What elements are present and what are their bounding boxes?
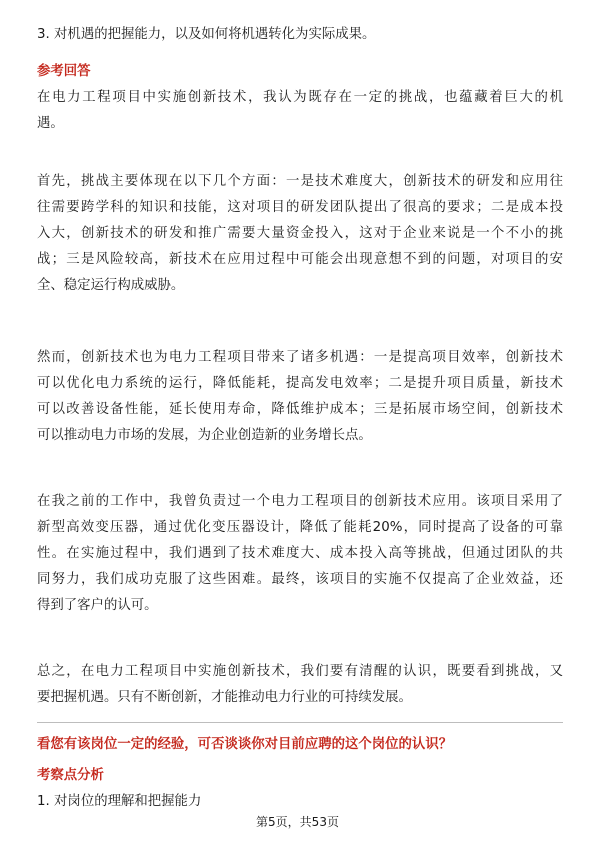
paragraph-line: 然而，创新技术也为电力工程项目带来了诸多机遇：一是提高项目效率，创新技术 <box>37 350 563 365</box>
paragraph-line: 可以推动电力市场的发展，为企业创造新的业务增长点。 <box>37 428 372 443</box>
paragraph-line: 入大，创新技术的研发和推广需要大量资金投入，这对于企业来说是一个不小的挑 <box>37 226 563 241</box>
answer-paragraph-5 <box>37 659 563 711</box>
paragraph-line: 战；三是风险较高，新技术在应用过程中可能会出现意想不到的问题，对项目的安 <box>37 252 563 267</box>
next-question: 看您有该岗位一定的经验，可否谈谈你对目前应聘的这个岗位的认识？ <box>37 737 453 752</box>
answer-paragraph-2 <box>37 169 563 299</box>
analysis-point: 1. 对岗位的理解和把握能力 <box>37 794 202 809</box>
answer-heading: 参考回答 <box>37 64 91 79</box>
paragraph-line: 全、稳定运行构成威胁。 <box>37 278 185 293</box>
answer-paragraph-1 <box>37 85 563 137</box>
paragraph-line: 在电力工程项目中实施创新技术，我认为既存在一定的挑战，也蕴藏着巨大的机 <box>37 90 563 105</box>
section-divider <box>37 722 563 723</box>
answer-paragraph-4 <box>37 489 563 619</box>
paragraph-line: 得到了客户的认可。 <box>37 598 158 613</box>
analysis-heading: 考察点分析 <box>37 768 104 783</box>
paragraph-line: 同努力，我们成功克服了这些困难。最终，该项目的实施不仅提高了企业效益，还 <box>37 572 563 587</box>
paragraph-line: 首先，挑战主要体现在以下几个方面：一是技术难度大，创新技术的研发和应用往 <box>37 174 563 189</box>
intro-point: 3. 对机遇的把握能力，以及如何将机遇转化为实际成果。 <box>37 27 376 42</box>
paragraph-line: 往需要跨学科的知识和技能，这对项目的研发团队提出了很高的要求；二是成本投 <box>37 200 563 215</box>
paragraph-line: 总之，在电力工程项目中实施创新技术，我们要有清醒的认识，既要看到挑战，又 <box>37 664 563 679</box>
answer-paragraph-3 <box>37 345 563 449</box>
paragraph-line: 在我之前的工作中，我曾负责过一个电力工程项目的创新技术应用。该项目采用了 <box>37 494 563 509</box>
page-footer: 第5页，共53页 <box>256 815 339 829</box>
paragraph-line: 性。在实施过程中，我们遇到了技术难度大、成本投入高等挑战，但通过团队的共 <box>37 546 563 561</box>
paragraph-line: 要把握机遇。只有不断创新，才能推动电力行业的可持续发展。 <box>37 690 412 705</box>
paragraph-line: 可以改善设备性能，延长使用寿命，降低维护成本；三是拓展市场空间，创新技术 <box>37 402 563 417</box>
paragraph-line: 可以优化电力系统的运行，降低能耗，提高发电效率；二是提升项目质量，新技术 <box>37 376 563 391</box>
paragraph-line: 遇。 <box>37 116 64 131</box>
paragraph-line: 新型高效变压器，通过优化变压器设计，降低了能耗20%，同时提高了设备的可靠 <box>37 520 563 535</box>
